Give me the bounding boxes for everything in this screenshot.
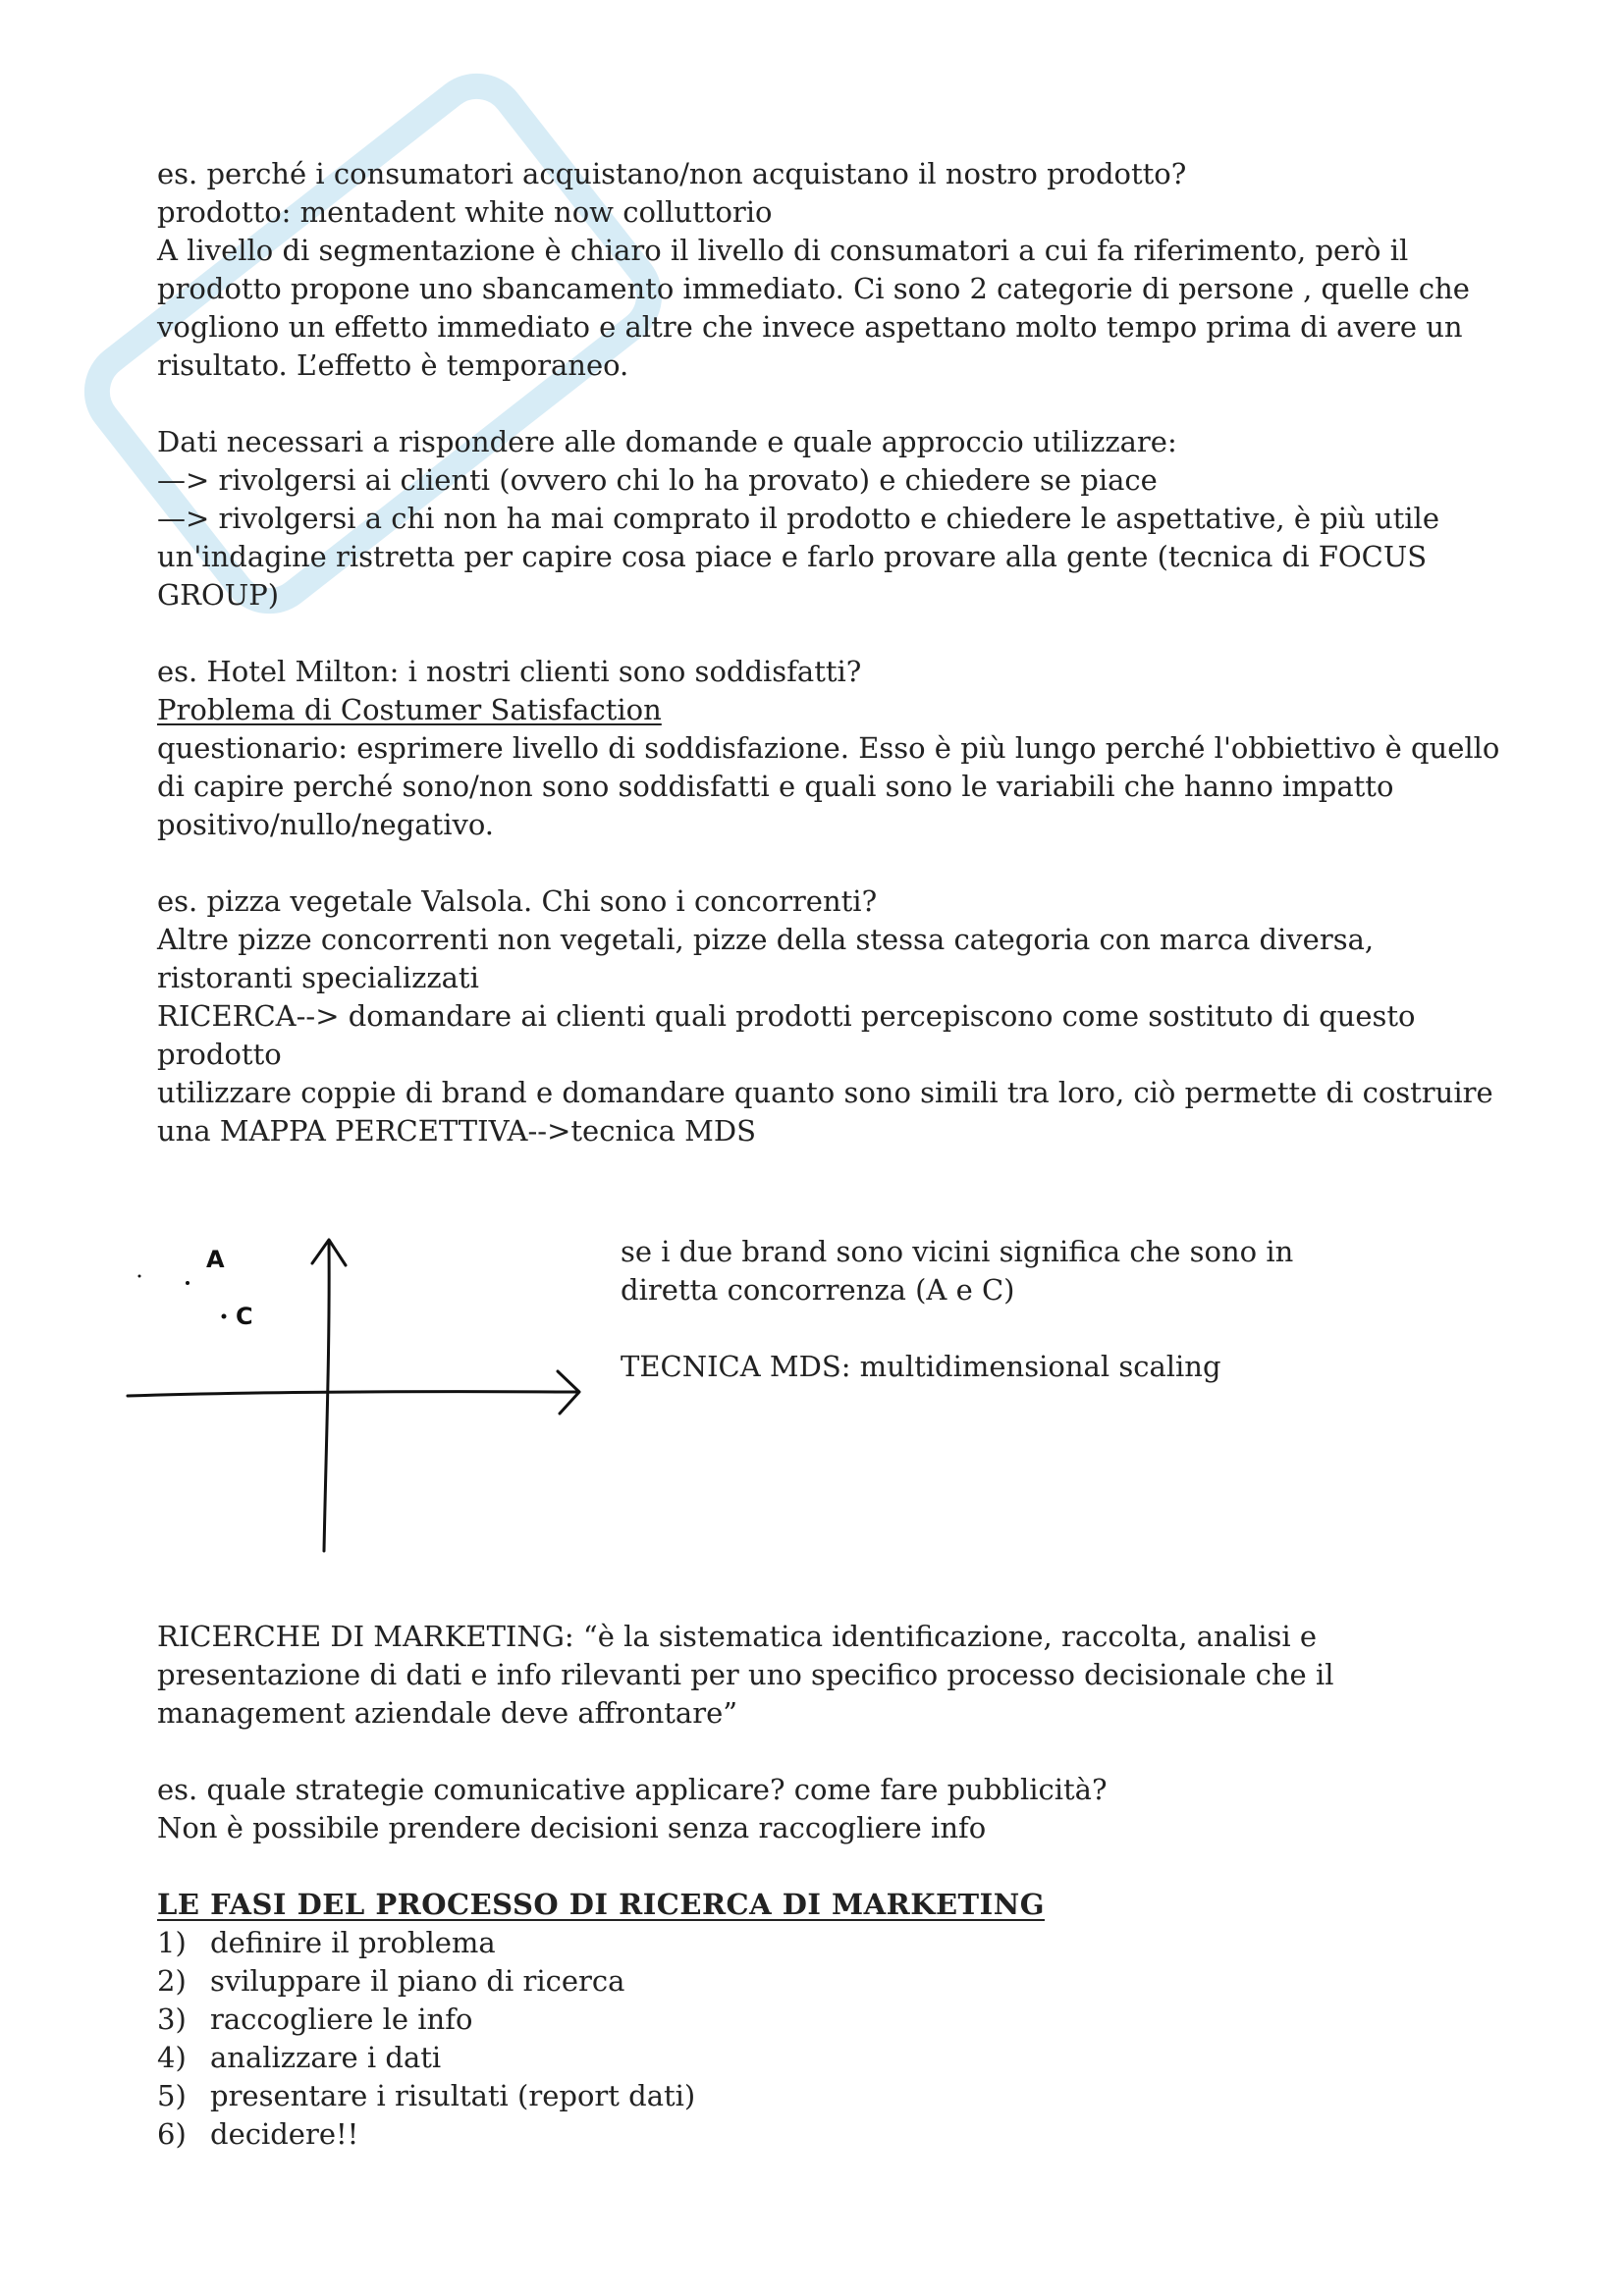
stray-mark: [138, 1275, 141, 1278]
paragraph: Dati necessari a rispondere alle domande e quale approccio utilizzare:: [157, 425, 1177, 458]
paragraph: es. Hotel Milton: i nostri clienti sono soddisfatti?: [157, 655, 862, 688]
list-text: definire il problema: [210, 1926, 496, 1959]
list-item: [157, 2077, 1502, 2115]
list-item: [157, 2115, 1502, 2154]
paragraph: es. perché i consumatori acquistano/non acquistano il nostro prodotto?: [157, 157, 1187, 190]
list-text: presentare i risultati (report dati): [210, 2079, 696, 2112]
definition: RICERCHE DI MARKETING: “è la sistematica identificazione, raccolta, analisi e presentazione di dati e info rilevanti per uno specifico processo decisionale che il management aziendale deve affrontare”: [157, 1620, 1334, 1730]
list-item: [157, 2001, 1502, 2039]
list-number: 1): [157, 1926, 187, 1959]
paragraph: Non è possibile prendere decisioni senza raccogliere info: [157, 1811, 987, 1844]
notes-upper: [157, 155, 1502, 1150]
point-a-label: A: [206, 1246, 225, 1273]
point-c-label: C: [236, 1303, 253, 1330]
list-item: [157, 1962, 1502, 2001]
paragraph: questionario: esprimere livello di soddisfazione. Esso è più lungo perché l'obbiettivo è quello di capire perché sono/non sono soddisfatti e quali sono le variabili che hanno impatto positivo/nullo/negativo.: [157, 731, 1500, 841]
x-axis: [128, 1392, 577, 1396]
y-axis: [324, 1242, 329, 1551]
underlined-heading: Problema di Costumer Satisfaction: [157, 693, 662, 726]
paragraph: prodotto: mentadent white now colluttorio: [157, 195, 773, 229]
list-number: 4): [157, 2041, 187, 2074]
list-number: 6): [157, 2117, 187, 2151]
list-number: 2): [157, 1964, 187, 1998]
point-c-dot: [222, 1314, 227, 1319]
paragraph: —> rivolgersi ai clienti (ovvero chi lo ha provato) e chiedere se piace: [157, 463, 1158, 497]
steps-list: [157, 1924, 1502, 2154]
paragraph: RICERCA--> domandare ai clienti quali prodotti percepiscono come sostituto di questo prodotto: [157, 999, 1416, 1071]
point-a-dot: [186, 1281, 189, 1285]
paragraph: —> rivolgersi a chi non ha mai comprato il prodotto e chiedere le aspettative, è più utile un'indagine ristretta per capire cosa piace e farlo provare alla gente (tecnica di FOCUS GROUP): [157, 502, 1439, 612]
paragraph: A livello di segmentazione è chiaro il livello di consumatori a cui fa riferimento, però il prodotto propone uno sbancamento immediato. Ci sono 2 categorie di persone , quelle che vogliono un effetto immediato e altre che invece aspettano molto tempo prima di avere un risultato. L’effetto è temporaneo.: [157, 234, 1470, 382]
perceptual-map-sketch: [98, 1202, 609, 1556]
list-number: 5): [157, 2079, 187, 2112]
notes-lower: [157, 1618, 1502, 2154]
paragraph: es. quale strategie comunicative applicare? come fare pubblicità?: [157, 1773, 1108, 1806]
caption-text: TECNICA MDS: multidimensional scaling: [621, 1350, 1221, 1383]
list-number: 3): [157, 2002, 187, 2036]
paragraph: es. pizza vegetale Valsola. Chi sono i concorrenti?: [157, 884, 878, 918]
section-heading: LE FASI DEL PROCESSO DI RICERCA DI MARKETING: [157, 1888, 1045, 1921]
list-item: [157, 1924, 1502, 1962]
paragraph: Altre pizze concorrenti non vegetali, pizze della stessa categoria con marca diversa, ristoranti specializzati: [157, 923, 1375, 994]
list-text: analizzare i dati: [210, 2041, 442, 2074]
list-text: sviluppare il piano di ricerca: [210, 1964, 625, 1998]
paragraph: utilizzare coppie di brand e domandare quanto sono simili tra loro, ciò permette di costruire una MAPPA PERCETTIVA-->tecnica MDS: [157, 1076, 1493, 1148]
list-text: raccogliere le info: [210, 2002, 473, 2036]
caption-text: se i due brand sono vicini significa che sono in diretta concorrenza (A e C): [621, 1235, 1294, 1307]
diagram-caption: [621, 1233, 1308, 1386]
list-item: [157, 2039, 1502, 2077]
list-text: decidere!!: [210, 2117, 359, 2151]
